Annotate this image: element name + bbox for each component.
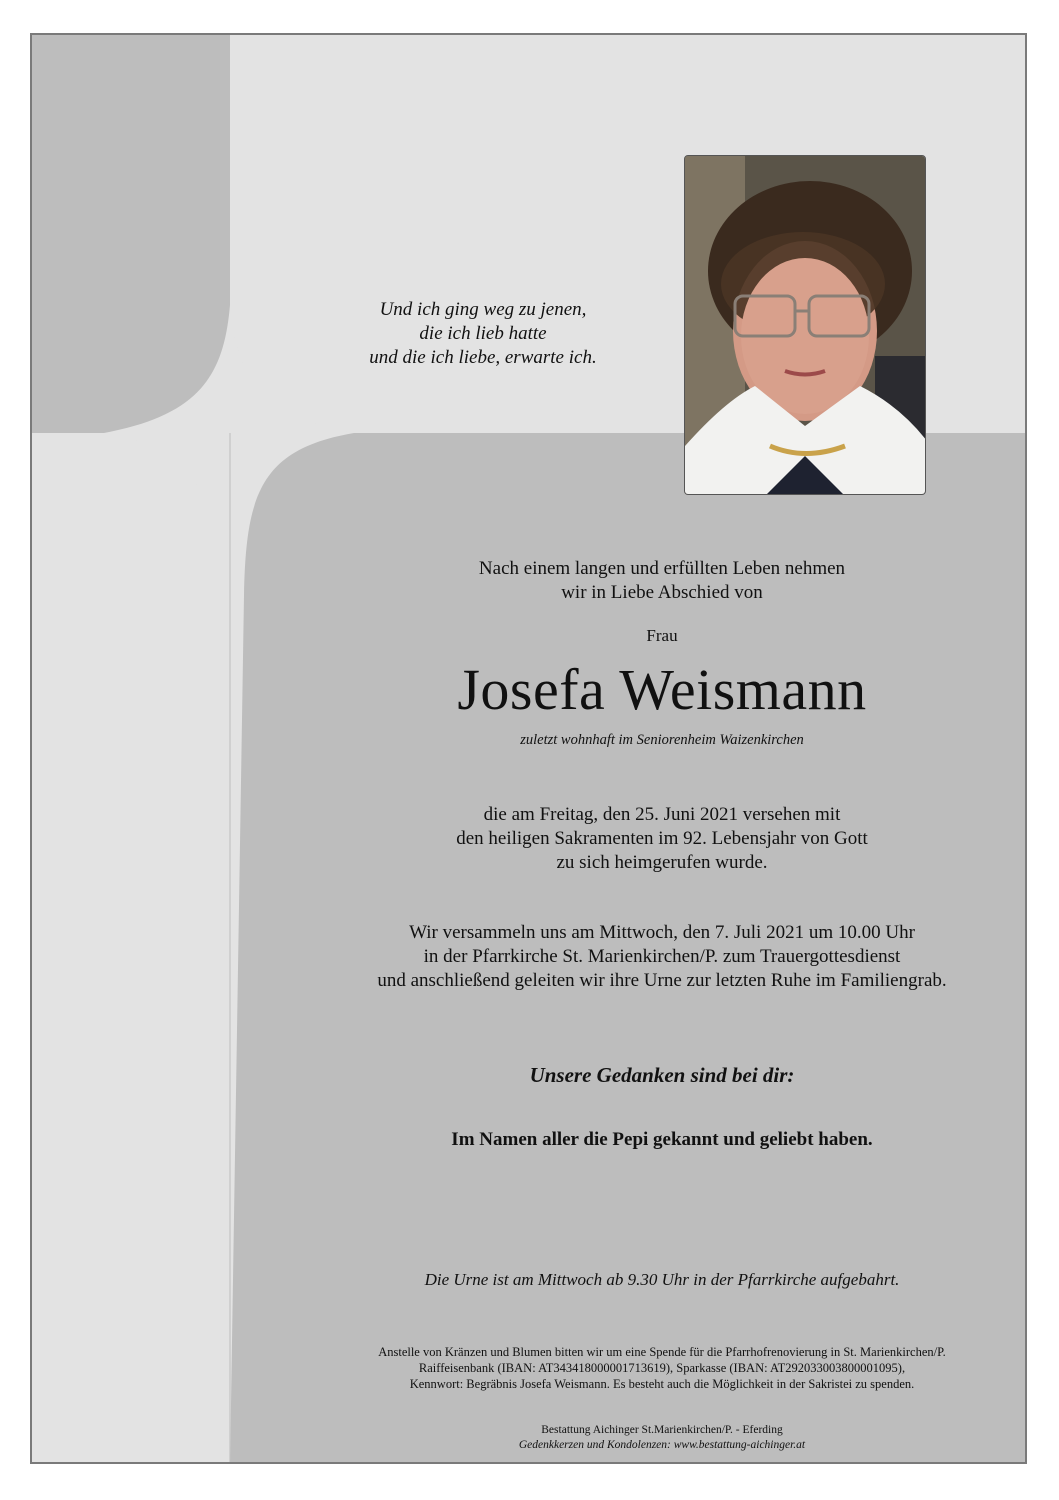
death-notice-line: zu sich heimgerufen wurde. bbox=[556, 852, 768, 873]
urn-note: Die Urne ist am Mittwoch ab 9.30 Uhr in der Pfarrkirche aufgebahrt. bbox=[424, 1270, 900, 1289]
mourners-signature: Im Namen aller die Pepi gekannt und geliebt haben. bbox=[451, 1129, 873, 1150]
intro-line: wir in Liebe Abschied von bbox=[561, 582, 763, 603]
intro-text bbox=[262, 557, 1027, 605]
donation-line: Raiffeisenbank (IBAN: AT343418000001713619), Sparkasse (IBAN: AT292033003800001095), bbox=[418, 1361, 906, 1375]
donation-line: Anstelle von Kränzen und Blumen bitten wir um eine Spende für die Pfarrhofrenovierung in St. Marienkirchen/P. bbox=[378, 1345, 946, 1359]
grey-left-column bbox=[32, 35, 230, 433]
deceased-name: Josefa Weismann bbox=[457, 657, 867, 722]
deceased-portrait bbox=[684, 155, 926, 495]
death-notice bbox=[262, 803, 1027, 875]
death-notice-line: die am Freitag, den 25. Juni 2021 versehen mit bbox=[483, 804, 841, 825]
service-details bbox=[262, 921, 1027, 993]
thoughts-heading: Unsere Gedanken sind bei dir: bbox=[529, 1063, 795, 1087]
donation-note bbox=[262, 1344, 1027, 1392]
death-notice-line: den heiligen Sakramenten im 92. Lebensjahr von Gott bbox=[456, 828, 868, 849]
notice-frame bbox=[30, 33, 1027, 1464]
salutation: Frau bbox=[646, 626, 678, 645]
memorial-quote bbox=[322, 298, 644, 370]
quote-line: die ich lieb hatte bbox=[419, 323, 547, 344]
service-line: und anschließend geleiten wir ihre Urne zur letzten Ruhe im Familiengrab. bbox=[377, 970, 947, 991]
cross-center-vertical bbox=[229, 433, 231, 1464]
service-line: in der Pfarrkirche St. Marienkirchen/P. zum Trauergottesdienst bbox=[423, 946, 901, 967]
footer bbox=[262, 1423, 1027, 1453]
quote-line: Und ich ging weg zu jenen, bbox=[379, 299, 587, 320]
intro-line: Nach einem langen und erfüllten Leben nehmen bbox=[478, 558, 846, 579]
funeral-home: Bestattung Aichinger St.Marienkirchen/P. - Eferding bbox=[541, 1424, 783, 1436]
light-left-column bbox=[32, 433, 230, 1464]
quote-line: und die ich liebe, erwarte ich. bbox=[369, 347, 597, 368]
service-line: Wir versammeln uns am Mittwoch, den 7. Juli 2021 um 10.00 Uhr bbox=[409, 922, 915, 943]
condolence-website[interactable]: Gedenkkerzen und Kondolenzen: www.bestattung-aichinger.at bbox=[518, 1439, 806, 1451]
donation-line: Kennwort: Begräbnis Josefa Weismann. Es besteht auch die Möglichkeit in der Sakristei zu spenden. bbox=[409, 1377, 915, 1391]
residence-note: zuletzt wohnhaft im Seniorenheim Waizenkirchen bbox=[520, 732, 804, 748]
